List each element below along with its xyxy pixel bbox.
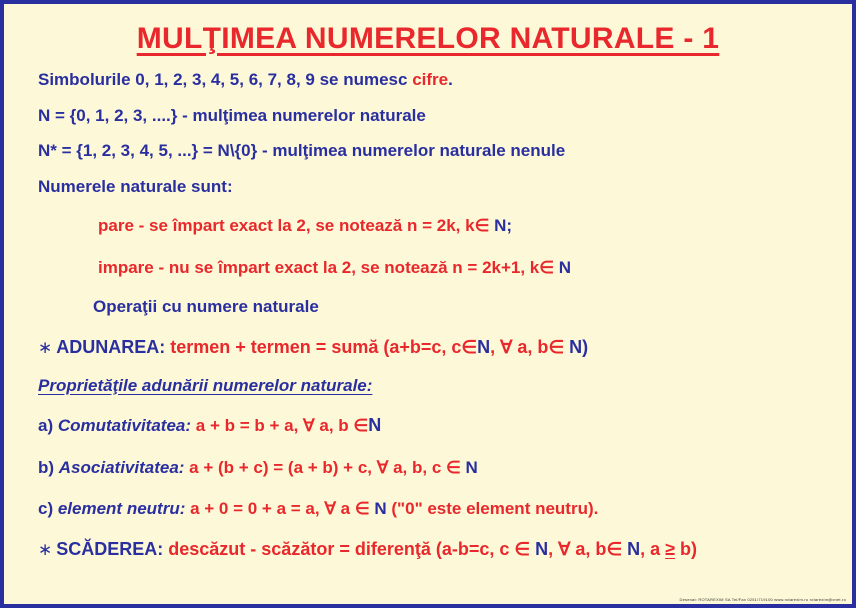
subtraction-body: descăzut - scăzător = diferenţă (a-b=c, c — [168, 538, 515, 559]
line-naturals-are: Numerele naturale sunt: — [38, 176, 233, 196]
greater-equal-icon: ≥ — [665, 538, 676, 559]
prop-b-set: N — [460, 457, 478, 477]
element-of-icon: ∈ — [446, 457, 461, 477]
prop-a-marker: a) — [38, 416, 58, 436]
for-all-icon: ∀ — [376, 457, 389, 477]
subtraction-colon: : — [157, 538, 169, 559]
subtraction-set-2: N — [622, 538, 641, 559]
for-all-icon: ∀ — [500, 336, 513, 357]
line-set-n: N = {0, 1, 2, 3, ....} - mulţimea numerelor naturale — [38, 105, 426, 125]
subtraction-tail-1: , a — [640, 538, 666, 559]
line-operations-heading: Operaţii cu numere naturale — [93, 297, 319, 317]
prop-b-body: a + (b + c) = (a + b) + c, — [189, 457, 377, 477]
subtraction-label: SCĂDEREA — [56, 538, 158, 559]
addition-comma: , — [490, 336, 501, 357]
subtraction-set-1: N — [530, 538, 549, 559]
line-set-n-star: N* = {1, 2, 3, 4, 5, ...} = N\{0} - mulţimea numerelor naturale nenule — [38, 141, 566, 161]
footer-credit: Desenat: ROTAREXIM SA Tel/Fax 0251/719100 www.rotarexim.ro rotarexim@xnet.ro — [679, 597, 846, 602]
addition-set-2: N) — [564, 336, 589, 357]
prop-a-set: N — [368, 415, 382, 436]
symbols-prefix: Simbolurile 0, 1, 2, 3, 4, 5, 6, 7, 8, 9 se numesc — [38, 70, 413, 89]
odd-set: N — [554, 257, 572, 277]
page-title: MULŢIMEA NUMERELOR NATURALE - 1 — [136, 22, 720, 55]
prop-c-set: N — [369, 499, 387, 519]
prop-c-body: a + 0 = 0 + a = a, — [190, 499, 325, 519]
prop-a-body: a + b = b + a, — [195, 416, 304, 436]
element-of-icon: ∈ — [353, 416, 369, 436]
symbols-period: . — [448, 70, 453, 89]
element-of-icon: ∈ — [514, 538, 531, 559]
line-properties-heading: Proprietăţile adunării numerelor naturale: — [38, 375, 373, 395]
prop-b-marker: b) — [38, 457, 59, 477]
line-symbols — [38, 70, 826, 90]
line-addition — [38, 337, 826, 358]
line-subtraction — [38, 539, 826, 560]
prop-c-tail: ("0" este element neutru). — [386, 499, 599, 519]
prop-b-vars: a, b, c — [388, 457, 447, 477]
element-of-icon: ∈ — [548, 336, 565, 357]
line-property-b — [38, 458, 826, 478]
addition-vars: a, b — [512, 336, 549, 357]
element-of-icon: ∈ — [474, 216, 490, 236]
prop-a-name: Comutativitatea: — [57, 416, 196, 436]
addition-set-1: N — [477, 336, 491, 357]
prop-b-name: Asociativitatea: — [58, 457, 190, 477]
addition-label: ADUNAREA — [56, 336, 160, 357]
line-property-c — [38, 499, 826, 519]
element-of-icon: ∈ — [354, 499, 370, 519]
prop-c-name: element neutru: — [57, 499, 191, 519]
for-all-icon: ∀ — [303, 416, 315, 436]
odd-text: impare - nu se împart exact la 2, se notează n = 2k+1, k — [98, 257, 540, 277]
subtraction-comma: , — [548, 538, 559, 559]
prop-c-marker: c) — [38, 499, 58, 519]
symbols-keyword: cifre — [412, 70, 449, 89]
element-of-icon: ∈ — [539, 257, 555, 277]
for-all-icon: ∀ — [558, 538, 571, 559]
prop-c-vars: a — [335, 499, 355, 519]
line-even-numbers — [38, 216, 826, 236]
asterisk-icon: ∗ — [38, 337, 53, 357]
element-of-icon: ∈ — [461, 336, 478, 357]
poster-content — [4, 56, 852, 560]
asterisk-icon: ∗ — [38, 539, 53, 559]
line-odd-numbers — [38, 258, 826, 278]
even-set: N; — [489, 216, 513, 236]
for-all-icon: ∀ — [324, 499, 336, 519]
subtraction-vars: a, b — [570, 538, 607, 559]
line-property-a — [38, 415, 826, 436]
even-text: pare - se împart exact la 2, se notează n = 2k, k — [98, 216, 475, 236]
addition-body: termen + termen = sumă (a+b=c, c — [170, 336, 462, 357]
addition-colon: : — [159, 336, 171, 357]
prop-a-vars: a, b — [314, 416, 354, 436]
subtraction-tail-2: b) — [675, 538, 698, 559]
element-of-icon: ∈ — [606, 538, 623, 559]
